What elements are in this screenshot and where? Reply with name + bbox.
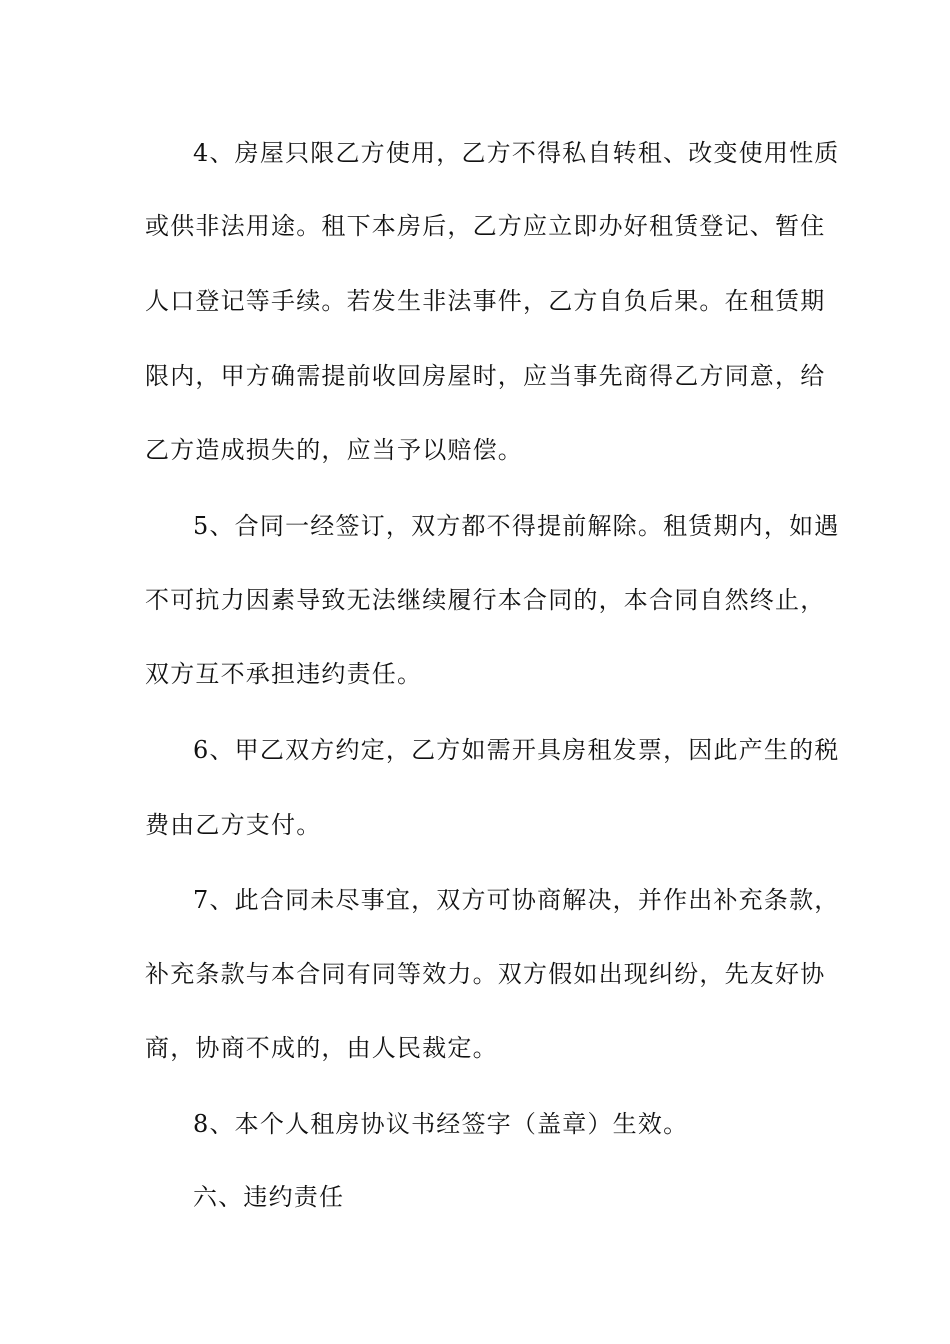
clause-4-line-4: 限内，甲方确需提前收回房屋时，应当事先商得乙方同意，给 bbox=[145, 362, 826, 390]
clause-6-line-1: 6、甲乙双方约定，乙方如需开具房租发票，因此产生的税 bbox=[193, 736, 840, 764]
clause-4-line-1: 4、房屋只限乙方使用，乙方不得私自转租、改变使用性质 bbox=[193, 139, 840, 167]
clause-8-line-1: 8、本个人租房协议书经签字（盖章）生效。 bbox=[193, 1110, 689, 1138]
clause-4-line-5: 乙方造成损失的，应当予以赔偿。 bbox=[145, 436, 523, 464]
clause-7-line-1: 7、此合同未尽事宜，双方可协商解决，并作出补充条款， bbox=[193, 886, 840, 914]
clause-7-line-3: 商，协商不成的，由人民裁定。 bbox=[145, 1034, 498, 1062]
clause-4-line-2: 或供非法用途。租下本房后，乙方应立即办好租赁登记、暂住 bbox=[145, 212, 826, 240]
clause-5-line-3: 双方互不承担违约责任。 bbox=[145, 660, 423, 688]
clause-5-line-1: 5、合同一经签订，双方都不得提前解除。租赁期内，如遇 bbox=[193, 512, 840, 540]
clause-6-line-2: 费由乙方支付。 bbox=[145, 811, 322, 839]
clause-5-line-2: 不可抗力因素导致无法继续履行本合同的，本合同自然终止， bbox=[145, 586, 826, 614]
section-heading-breach-liability: 六、违约责任 bbox=[193, 1183, 345, 1211]
clause-4-line-3: 人口登记等手续。若发生非法事件，乙方自负后果。在租赁期 bbox=[145, 287, 826, 315]
clause-7-line-2: 补充条款与本合同有同等效力。双方假如出现纠纷，先友好协 bbox=[145, 960, 826, 988]
